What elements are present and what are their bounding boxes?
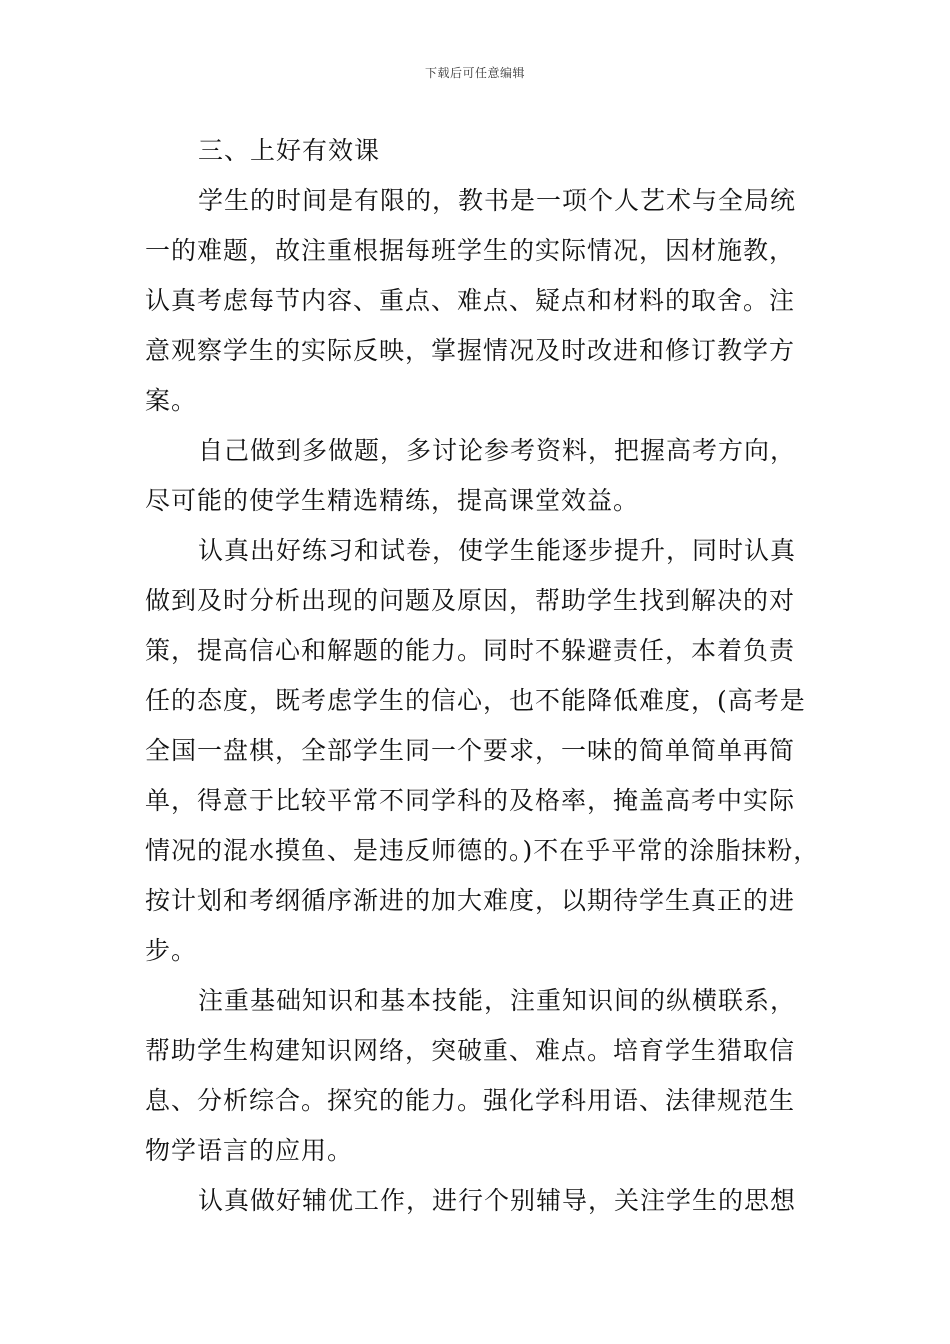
paragraph-line: 任的态度，既考虑学生的信心，也不能降低难度，(高考是 bbox=[145, 686, 806, 715]
paragraph-line: 认真考虑每节内容、重点、难点、疑点和材料的取舍。注 bbox=[145, 286, 796, 315]
paragraph bbox=[145, 176, 815, 426]
paragraph-line: 全国一盘棋，全部学生同一个要求，一味的简单简单再简 bbox=[145, 736, 796, 765]
paragraph-line: 意观察学生的实际反映，掌握情况及时改进和修订教学方 bbox=[145, 336, 796, 365]
paragraph-line: 学生的时间是有限的，教书是一项个人艺术与全局统 bbox=[198, 186, 797, 215]
paragraph bbox=[145, 976, 815, 1176]
document-body bbox=[145, 126, 820, 1226]
paragraph-line: 认真做好辅优工作，进行个别辅导，关注学生的思想 bbox=[198, 1186, 797, 1215]
paragraph-line: 步。 bbox=[145, 936, 198, 965]
paragraph-line: 物学语言的应用。 bbox=[145, 1136, 354, 1165]
paragraph-line: 一的难题，故注重根据每班学生的实际情况，因材施教， bbox=[145, 236, 796, 265]
paragraph-line: 息、分析综合。探究的能力。强化学科用语、法律规范生 bbox=[145, 1086, 796, 1115]
paragraph-line: 情况的混水摸鱼、是违反师德的。)不在乎平常的涂脂抹粉， bbox=[145, 836, 820, 865]
paragraph-line: 帮助学生构建知识网络，突破重、难点。培育学生猎取信 bbox=[145, 1036, 796, 1065]
paragraph bbox=[145, 426, 815, 526]
paragraph bbox=[145, 1176, 815, 1226]
paragraph bbox=[145, 526, 820, 976]
section-heading: 三、上好有效课 bbox=[198, 136, 381, 165]
page-header: 下载后可任意编辑 bbox=[424, 66, 525, 80]
paragraph-line: 自己做到多做题，多讨论参考资料，把握高考方向， bbox=[198, 436, 797, 465]
paragraph-line: 做到及时分析出现的问题及原因，帮助学生找到解决的对 bbox=[145, 586, 796, 615]
paragraph-line: 注重基础知识和基本技能，注重知识间的纵横联系， bbox=[198, 986, 797, 1015]
paragraph-line: 尽可能的使学生精选精练，提高课堂效益。 bbox=[145, 486, 640, 515]
paragraph-line: 案。 bbox=[145, 386, 198, 415]
paragraph-line: 认真出好练习和试卷，使学生能逐步提升，同时认真 bbox=[198, 536, 797, 565]
paragraph-line: 单，得意于比较平常不同学科的及格率，掩盖高考中实际 bbox=[145, 786, 796, 815]
paragraph-line: 策，提高信心和解题的能力。同时不躲避责任，本着负责 bbox=[145, 636, 796, 665]
paragraph-line: 按计划和考纲循序渐进的加大难度，以期待学生真正的进 bbox=[145, 886, 796, 915]
